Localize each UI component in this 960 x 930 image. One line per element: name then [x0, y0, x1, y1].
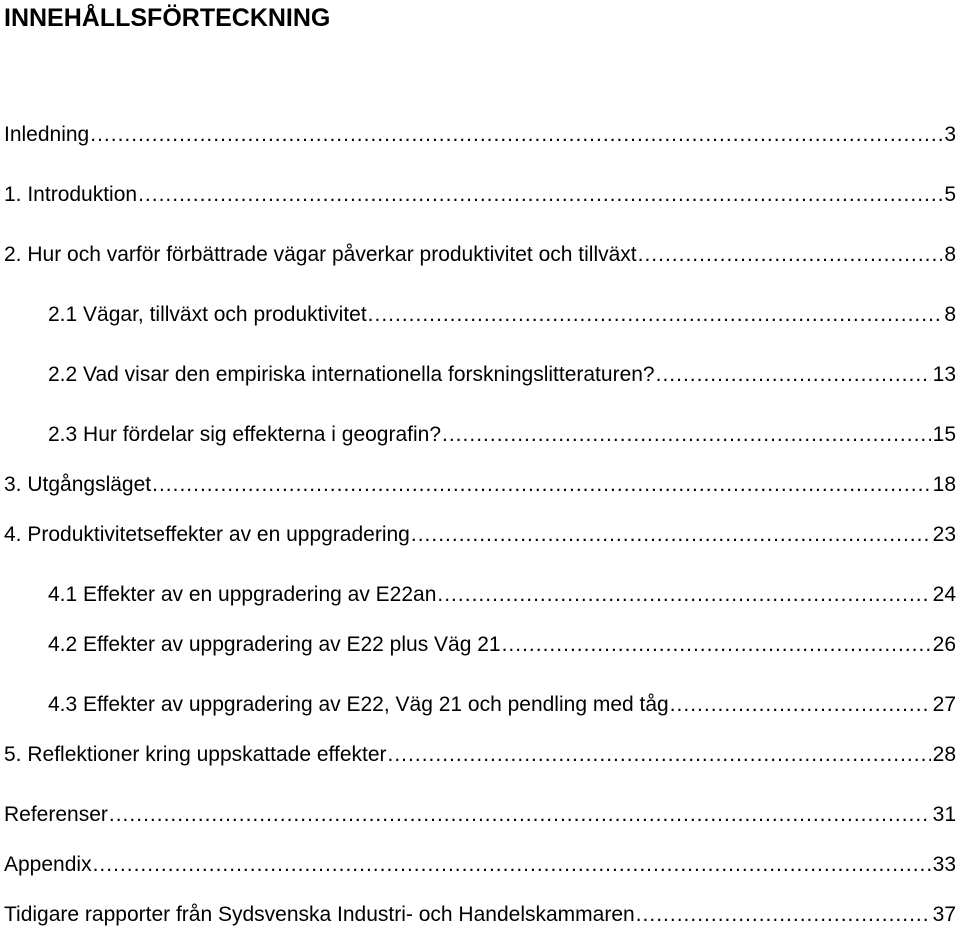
toc-entry-page: 26 — [932, 633, 956, 656]
toc-entry-section-4-3[interactable] — [48, 688, 960, 718]
toc-entry-page: 27 — [932, 693, 956, 716]
dot-leader — [138, 182, 942, 208]
toc-entry-referenser[interactable] — [4, 798, 960, 828]
toc-entry-section-4-2[interactable] — [48, 628, 960, 658]
dot-leader — [109, 802, 931, 828]
toc-entry-section-2-1[interactable] — [48, 298, 960, 328]
toc-entry-label: 2.1 Vägar, tillväxt och produktivitet — [48, 303, 367, 326]
toc-entry-label: 4. Produktivitetseffekter av en uppgradering — [4, 523, 410, 546]
toc-entry-label: 5. Reflektioner kring uppskattade effekter — [4, 743, 387, 766]
toc-entry-chapter-3[interactable] — [4, 468, 960, 498]
toc-heading: INNEHÅLLSFÖRTECKNING — [4, 4, 331, 32]
toc-entry-chapter-2[interactable] — [4, 238, 960, 268]
toc-entry-label: 4.3 Effekter av uppgradering av E22, Väg 21 och pendling med tåg — [48, 693, 669, 716]
toc-entry-page: 3 — [944, 123, 956, 146]
toc-entry-page: 5 — [944, 183, 956, 206]
toc-entry-label: 1. Introduktion — [4, 183, 138, 206]
toc-entry-page: 23 — [932, 523, 956, 546]
toc-entry-chapter-5[interactable] — [4, 738, 960, 768]
toc-entry-label: 4.1 Effekter av en uppgradering av E22an — [48, 583, 437, 606]
dot-leader — [90, 122, 942, 148]
toc-entry-label: 4.2 Effekter av uppgradering av E22 plus Väg 21 — [48, 633, 501, 656]
toc-entry-label: 2. Hur och varför förbättrade vägar påverkar produktivitet och tillväxt — [4, 243, 637, 266]
toc-entry-label: Tidigare rapporter från Sydsvenska Industri- och Handelskammaren — [4, 903, 635, 926]
toc-entry-introduktion[interactable] — [4, 178, 960, 208]
dot-leader — [502, 632, 931, 658]
dot-leader — [656, 362, 931, 388]
toc-entry-section-4-1[interactable] — [48, 578, 960, 608]
dot-leader — [368, 302, 943, 328]
dot-leader — [437, 582, 930, 608]
toc-entry-page: 28 — [932, 743, 956, 766]
dot-leader — [442, 422, 931, 448]
toc-entry-tidigare-rapporter[interactable] — [4, 898, 960, 928]
toc-entry-label: Referenser — [4, 803, 108, 826]
toc-entry-page: 33 — [932, 853, 956, 876]
toc-entry-page: 24 — [932, 583, 956, 606]
dot-leader — [388, 742, 931, 768]
toc-entry-section-2-3[interactable] — [48, 418, 960, 448]
dot-leader — [638, 242, 943, 268]
toc-entry-label: Inledning — [4, 123, 90, 146]
toc-entry-page: 18 — [932, 473, 956, 496]
toc-entry-page: 31 — [932, 803, 956, 826]
dot-leader — [411, 522, 931, 548]
toc-entry-section-2-2[interactable] — [48, 358, 960, 388]
toc-entry-page: 8 — [944, 303, 956, 326]
toc-entry-label: 2.3 Hur fördelar sig effekterna i geografin? — [48, 423, 442, 446]
dot-leader — [670, 692, 931, 718]
toc-entry-appendix[interactable] — [4, 848, 960, 878]
toc-entry-inledning[interactable] — [4, 118, 960, 148]
toc-entry-page: 8 — [944, 243, 956, 266]
toc-entry-chapter-4[interactable] — [4, 518, 960, 548]
toc-entry-page: 37 — [932, 903, 956, 926]
toc-entry-label: 2.2 Vad visar den empiriska internationella forskningslitteraturen? — [48, 363, 655, 386]
dot-leader — [636, 902, 931, 928]
dot-leader — [93, 852, 931, 878]
toc-entry-label: 3. Utgångsläget — [4, 473, 152, 496]
toc-entry-label: Appendix — [4, 853, 92, 876]
dot-leader — [152, 472, 931, 498]
toc-entry-page: 13 — [932, 363, 956, 386]
toc-entry-page: 15 — [932, 423, 956, 446]
